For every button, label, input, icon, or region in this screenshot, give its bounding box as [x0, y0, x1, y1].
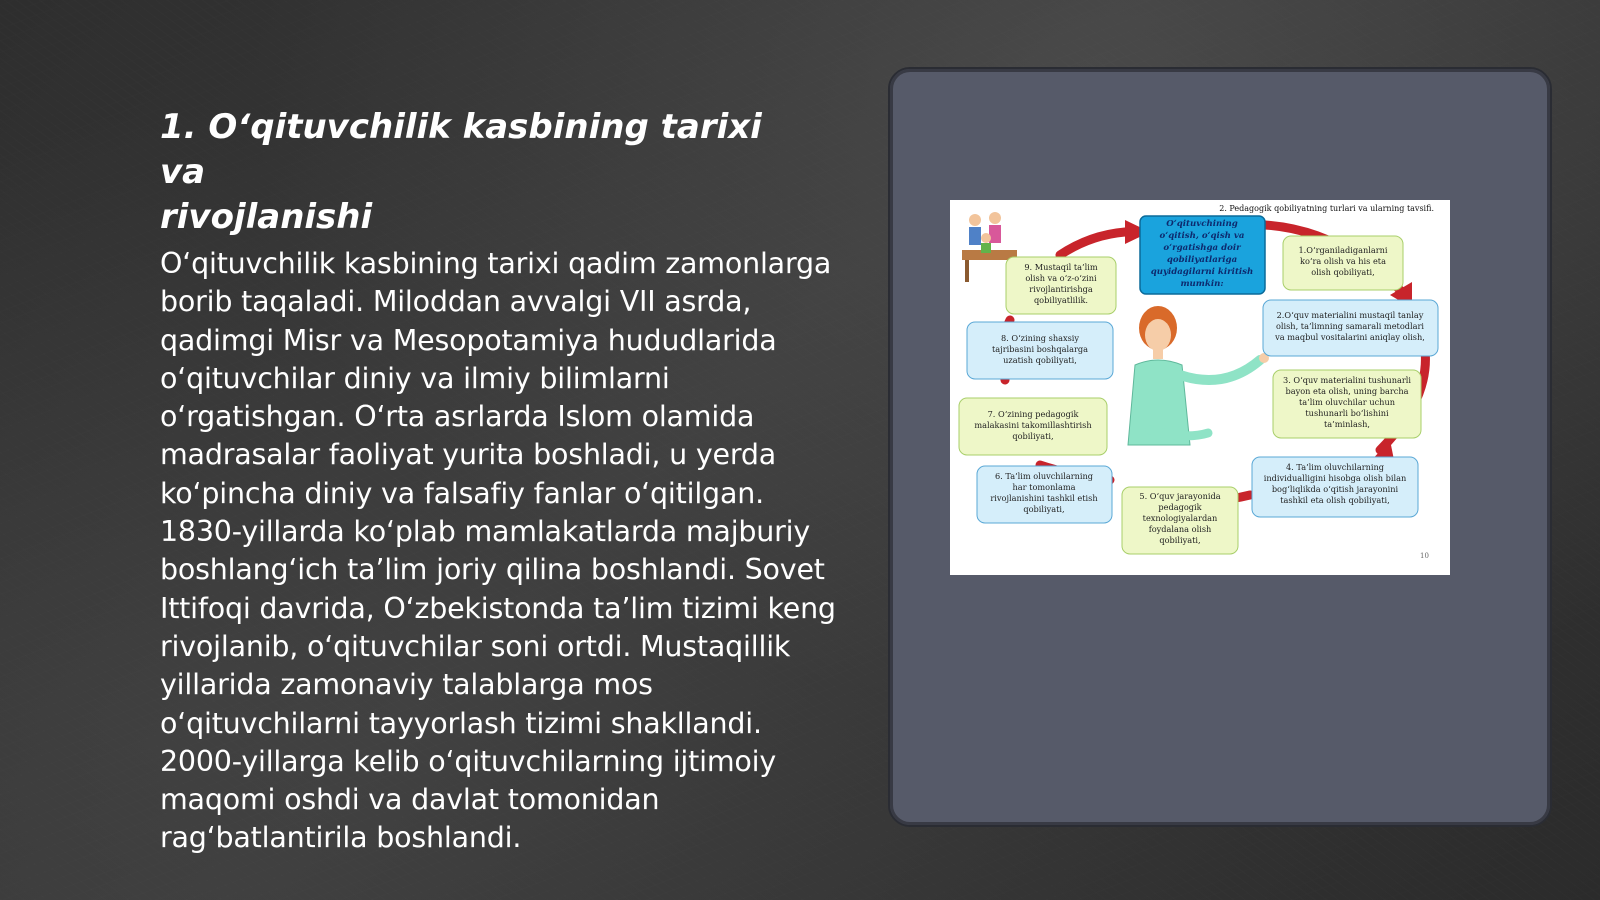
box4-line-2: individualligini hisobga olish bilan	[1263, 473, 1407, 483]
box8-line-1: 8. O‘zining shaxsiy	[1000, 333, 1080, 343]
box9-line-4: qobiliyatlilik.	[1033, 295, 1089, 305]
child-head-2	[989, 212, 1001, 224]
box8-line-2: tajribasini boshqalarga	[992, 344, 1088, 354]
child-head-1	[969, 214, 981, 226]
diagram-page-number: 10	[1420, 552, 1429, 560]
center-line-1: O‘qituvchining	[1166, 219, 1238, 229]
center-line-5: quyidagilarni kiritish	[1150, 267, 1254, 277]
teacher-figure	[1128, 306, 1269, 445]
quality-box-9-text	[1024, 262, 1098, 305]
center-line-3: o‘rgatishga doir	[1163, 243, 1241, 253]
quality-box-2-text	[1274, 310, 1425, 342]
box5-line-3: texnologiyalardan	[1142, 513, 1218, 523]
arrow-top-left	[1060, 232, 1125, 255]
box7-line-3: qobiliyati,	[1012, 431, 1054, 441]
box1-line-3: olish qobiliyati,	[1311, 267, 1375, 277]
diagram-svg	[950, 200, 1450, 575]
box5-line-1: 5. O‘quv jarayonida	[1139, 491, 1221, 501]
slide-body-text: O‘qituvchilik kasbining tarixi qadim zamonlarga borib taqaladi. Miloddan avvalgi VII asrda, qadimgi Misr va Mesopotamiya hududlarida o‘qituvchilar diniy va ilmiy bilimlarni o‘rgatishgan. O‘rta asrlarda Islom olamida madrasalar faoliyat yurita boshladi, u yerda ko‘pincha diniy va falsafiy fanlar o‘qitilgan. 1830-yillarda ko‘plab mamlakatlarda majburiy boshlang‘ich ta’lim joriy qilina boshlandi. Sovet Ittifoqi davrida, O‘zbekistonda ta’lim tizimi keng rivojlanib, o‘qituvchilar soni ortdi. Mustaqillik yillarida zamonaviy talablarga mos o‘qituvchilarni tayyorlash tizimi shakllandi. 2000-yillarga kelib o‘qituvchilarning ijtimoiy maqomi oshdi va davlat tomonidan rag‘batlantirila boshlandi.	[160, 247, 836, 855]
box1-line-2: ko‘ra olish va his eta	[1300, 256, 1386, 266]
box8-line-3: uzatish qobiliyati,	[1003, 355, 1077, 365]
box9-line-3: rivojlantirishga	[1029, 284, 1093, 294]
center-line-2: o‘qitish, o‘qish va	[1159, 231, 1245, 241]
quality-box-8-text	[992, 333, 1088, 365]
child-body-1	[969, 227, 981, 245]
box9-line-2: olish va o‘z-o‘zini	[1025, 273, 1097, 283]
diagram-header: 2. Pedagogik qobiliyatning turlari va ularning tavsifi.	[1219, 204, 1434, 213]
box2-line-2: olish, ta’limning samarali metodlari	[1275, 321, 1425, 331]
quality-box-1-text	[1298, 245, 1387, 277]
box7-line-2: malakasini takomillashtirish	[974, 420, 1092, 430]
box3-line-3: ta’lim oluvchilar uchun	[1299, 397, 1395, 407]
box3-line-2: bayon eta olish, uning barcha	[1285, 386, 1409, 396]
child-head-3	[981, 233, 991, 243]
box2-line-3: va maqbul vositalarini aniqlay olish,	[1275, 332, 1425, 342]
box3-line-1: 3. O‘quv materialini tushunarli	[1282, 375, 1412, 385]
teacher-arm	[1180, 360, 1260, 380]
box3-line-5: ta’minlash,	[1323, 419, 1371, 429]
box5-line-2: pedagogik	[1158, 502, 1202, 512]
child-body-2	[989, 225, 1001, 243]
teacher-face	[1145, 319, 1171, 351]
box5-line-4: foydalana olish	[1148, 524, 1212, 534]
box6-line-1: 6. Ta’lim oluvchilarning	[994, 471, 1094, 481]
box4-line-3: bog‘liqlikda o‘qitish jarayonini	[1271, 484, 1399, 494]
box1-line-1: 1.O‘rganiladiganlarni	[1298, 245, 1388, 255]
box4-line-4: tashkil eta olish qobiliyati,	[1280, 495, 1390, 505]
slide-title	[160, 105, 800, 240]
box7-line-1: 7. O‘zining pedagogik	[987, 409, 1079, 419]
pedagogy-diagram-image	[950, 200, 1450, 575]
child-body-3	[981, 243, 991, 253]
box2-line-1: 2.O‘quv materialini mustaqil tanlay	[1276, 310, 1424, 320]
title-line-2: rivojlanishi	[160, 197, 373, 237]
box4-line-1: 4. Ta’lim oluvchilarning	[1285, 462, 1385, 472]
center-line-4: qobiliyatlariga	[1166, 255, 1238, 265]
title-line-1: 1. O‘qituvchilik kasbining tarixi va	[160, 107, 762, 192]
box5-line-5: qobiliyati,	[1159, 535, 1201, 545]
box6-line-4: qobiliyati,	[1023, 504, 1065, 514]
box3-line-4: tushunarli bo‘lishini	[1305, 408, 1389, 418]
desk-leg-left	[965, 260, 969, 282]
box6-line-3: rivojlanishini tashkil etish	[990, 493, 1098, 503]
center-line-6: mumkin:	[1180, 279, 1224, 289]
teacher-neck	[1153, 349, 1163, 359]
box9-line-1: 9. Mustaqil ta’lim	[1024, 262, 1098, 272]
box6-line-2: har tomonlama	[1012, 482, 1076, 492]
